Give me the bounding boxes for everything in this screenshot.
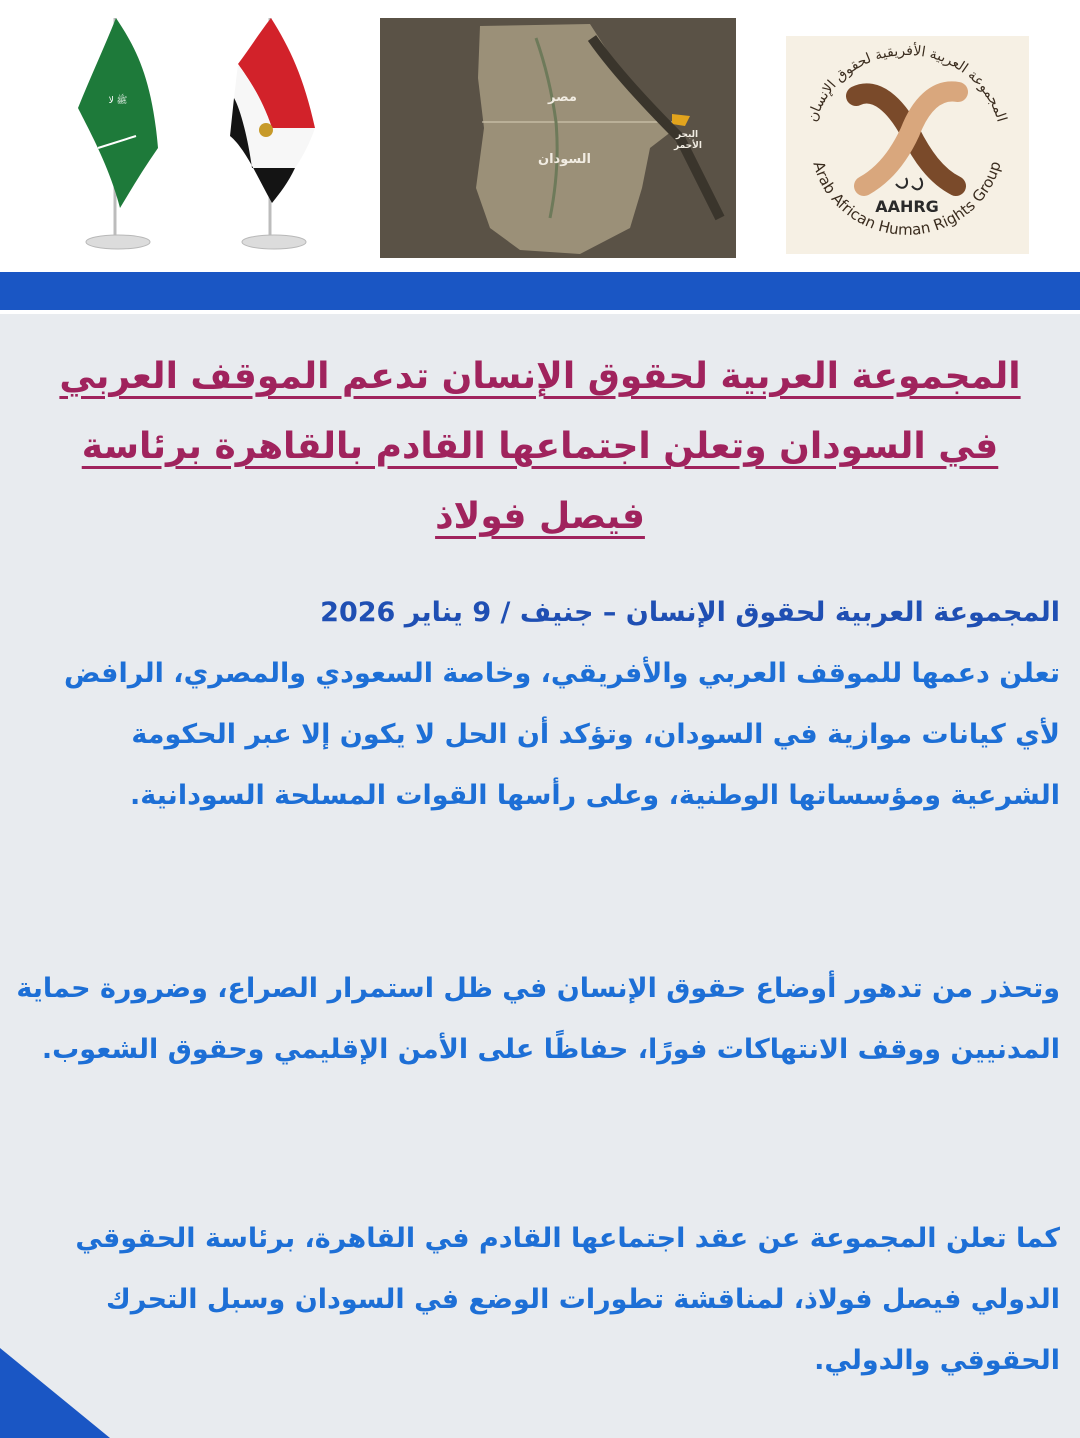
svg-text:Arab African Human Rights Grou: Arab African Human Rights Group [809,159,1005,239]
corner-triangle [0,1338,110,1438]
paragraph-3: كما تعلن المجموعة عن عقد اجتماعها القادم في القاهرة، برئاسة الحقوقي الدولي فيصل فولاذ، لمناقشة تطورات الوضع في السودان وسبل التحرك الحقوقي والدولي. [75,1223,1060,1376]
dateline: المجموعة العربية لحقوق الإنسان – جنيف / 9 يناير 2026 [320,597,1060,628]
aahrg-logo-icon [786,36,1029,254]
aahrg-logo [786,36,1029,254]
blue-divider-bar [0,272,1080,310]
paragraph-2: وتحذر من تدهور أوضاع حقوق الإنسان في ظل استمرار الصراع، وضرورة حماية المدنيين ووقف الانتهاكات فورًا، حفاظًا على الأمن الإقليمي وحقوق الشعوب. [16,973,1060,1065]
header-band [0,0,1080,272]
flags-image [40,8,350,258]
egypt-flag-icon [230,18,315,249]
paragraph-1-body: تعلن دعمها للموقف العربي والأفريقي، وخاصة السعودي والمصري، الرافض لأي كيانات موازية في السودان، وتؤكد أن الحل لا يكون إلا عبر الحكومة الشرعية ومؤسساتها الوطنية، وعلى رأسها القوات المسلحة السودانية. [63,658,1060,811]
map-label-red-sea: البحر الأحمر [674,130,702,151]
map-label-egypt: مصر [548,90,577,105]
paragraph-1 [14,582,1060,826]
map-image [380,18,736,258]
map-label-sudan: السودان [538,152,591,167]
svg-text:ﷺ ﻻ: ﷺ ﻻ [108,96,128,106]
svg-text:AAHRG: AAHRG [875,197,939,216]
saudi-flag-icon [78,18,158,249]
svg-text:المجموعة العربية الأفريقية لحق: المجموعة العربية الأفريقية لحقوق الإنسان [804,43,1010,124]
page-title: المجموعة العربية لحقوق الإنسان تدعم الموقف العربي في السودان وتعلن اجتماعها القادم بالقاهرة برئاسة فيصل فولاذ [59,356,1021,537]
